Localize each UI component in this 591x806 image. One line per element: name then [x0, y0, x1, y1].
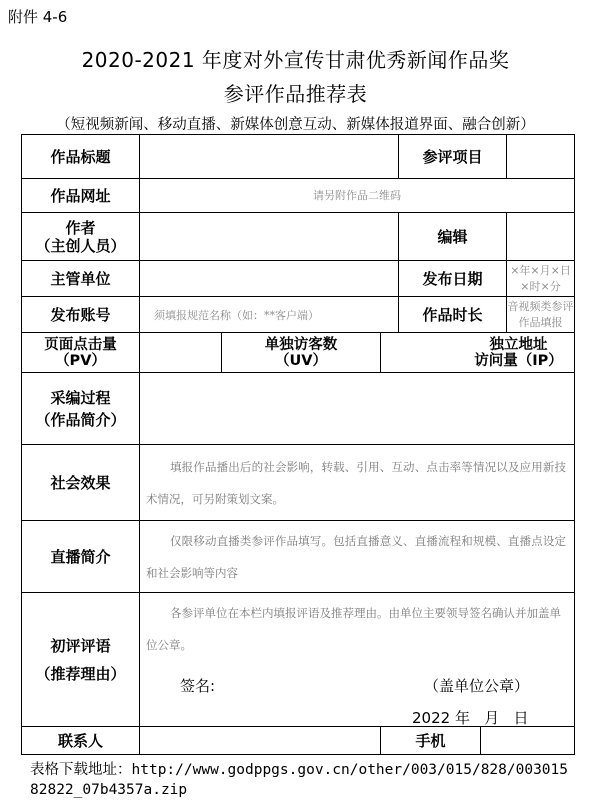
work-title-field[interactable] [140, 135, 399, 179]
process-label-line2: （作品简介） [35, 410, 126, 429]
author-label-line1: 作者 [65, 218, 96, 237]
row-account [22, 297, 575, 333]
editor-field[interactable] [507, 213, 575, 261]
live-field[interactable]: 仅限移动直播类参评作品填写。包括直播意义、直播流程和规模、直播点设定和社会影响等内容 [140, 521, 575, 593]
row-work-url [22, 179, 575, 213]
author-field[interactable] [140, 213, 399, 261]
download-link[interactable]: 表格下载地址：http://www.godppgs.gov.cn/other/003/015/828/00301582822_07b4357a.zip [30, 762, 568, 798]
row-live [22, 521, 575, 593]
pv-label [22, 333, 140, 373]
review-label [22, 593, 140, 727]
entry-item-label: 参评项目 [399, 135, 507, 179]
uv-label [222, 333, 381, 373]
ip-cell [474, 333, 575, 373]
row-supervisor [22, 261, 575, 297]
sign-label: 签名: [180, 677, 216, 695]
entry-item-field[interactable] [507, 135, 575, 179]
review-field[interactable] [140, 593, 575, 727]
duration-field[interactable]: 音视频类参评作品填报 [507, 297, 575, 333]
ip-label-line2: 访问量（IP） [474, 352, 563, 369]
phone-label: 手机 [381, 727, 481, 755]
phone-field[interactable] [481, 727, 575, 755]
work-title-label: 作品标题 [22, 135, 140, 179]
supervisor-label: 主管单位 [22, 261, 140, 297]
review-label-line1: 初评评语 [50, 636, 111, 655]
pv-label-line2: （PV） [55, 352, 106, 369]
social-field[interactable]: 填报作品播出后的社会影响，转载、引用、互动、点击率等情况以及应用新技术情况，可另附策划文案。 [140, 445, 575, 521]
work-url-label: 作品网址 [22, 179, 140, 213]
review-label-line2: （推荐理由） [35, 664, 126, 683]
account-field[interactable]: 须填报规范名称（如：**客户端） [140, 297, 399, 333]
author-label-line2: （主创人员） [35, 236, 126, 255]
page-title-line2: 参评作品推荐表 [223, 82, 368, 106]
pv-label-line1: 页面点击量 [44, 336, 117, 353]
row-social [22, 445, 575, 521]
row-author [22, 213, 575, 261]
publish-date-label: 发布日期 [399, 261, 507, 297]
row-process [22, 373, 575, 445]
ip-label-line1: 独立地址 [489, 336, 548, 353]
row-review [22, 593, 575, 727]
page-subtitle: （短视频新闻、移动直播、新媒体创意互动、新媒体报道界面、融合创新） [56, 117, 535, 133]
row-traffic [22, 333, 575, 373]
uv-label-line1: 单独访客数 [264, 336, 338, 353]
process-label-line1: 采编过程 [50, 388, 111, 407]
uv-label-line2: （UV） [275, 352, 327, 369]
contact-field[interactable] [140, 727, 381, 755]
supervisor-field[interactable] [140, 261, 399, 297]
account-label: 发布账号 [22, 297, 140, 333]
process-label [22, 373, 140, 445]
social-label: 社会效果 [22, 445, 140, 521]
recommendation-form [21, 134, 575, 755]
work-url-field[interactable]: 请另附作品二维码 [140, 179, 575, 213]
contact-label: 联系人 [22, 727, 140, 755]
seal-label: （盖单位公章） [424, 677, 530, 695]
row-work-title [22, 135, 575, 179]
live-label: 直播简介 [22, 521, 140, 593]
duration-label: 作品时长 [399, 297, 507, 333]
review-hint: 各参评单位在本栏内填报评语及推荐理由。由单位主要领导签名确认并加盖单位公章。 [146, 606, 561, 652]
row-contact [22, 727, 575, 755]
ip-label [463, 333, 574, 372]
publish-date-field[interactable]: ×年×月×日×时×分 [507, 261, 575, 297]
attachment-number: 附件 4-6 [8, 8, 68, 26]
page-title: 2020-2021 年度对外宣传甘肃优秀新闻作品奖 [81, 48, 510, 72]
process-field[interactable] [140, 373, 575, 445]
editor-label: 编辑 [399, 213, 507, 261]
pv-field[interactable] [140, 333, 222, 373]
author-label [22, 213, 140, 261]
date-label: 2022 年 月 日 [412, 709, 529, 727]
